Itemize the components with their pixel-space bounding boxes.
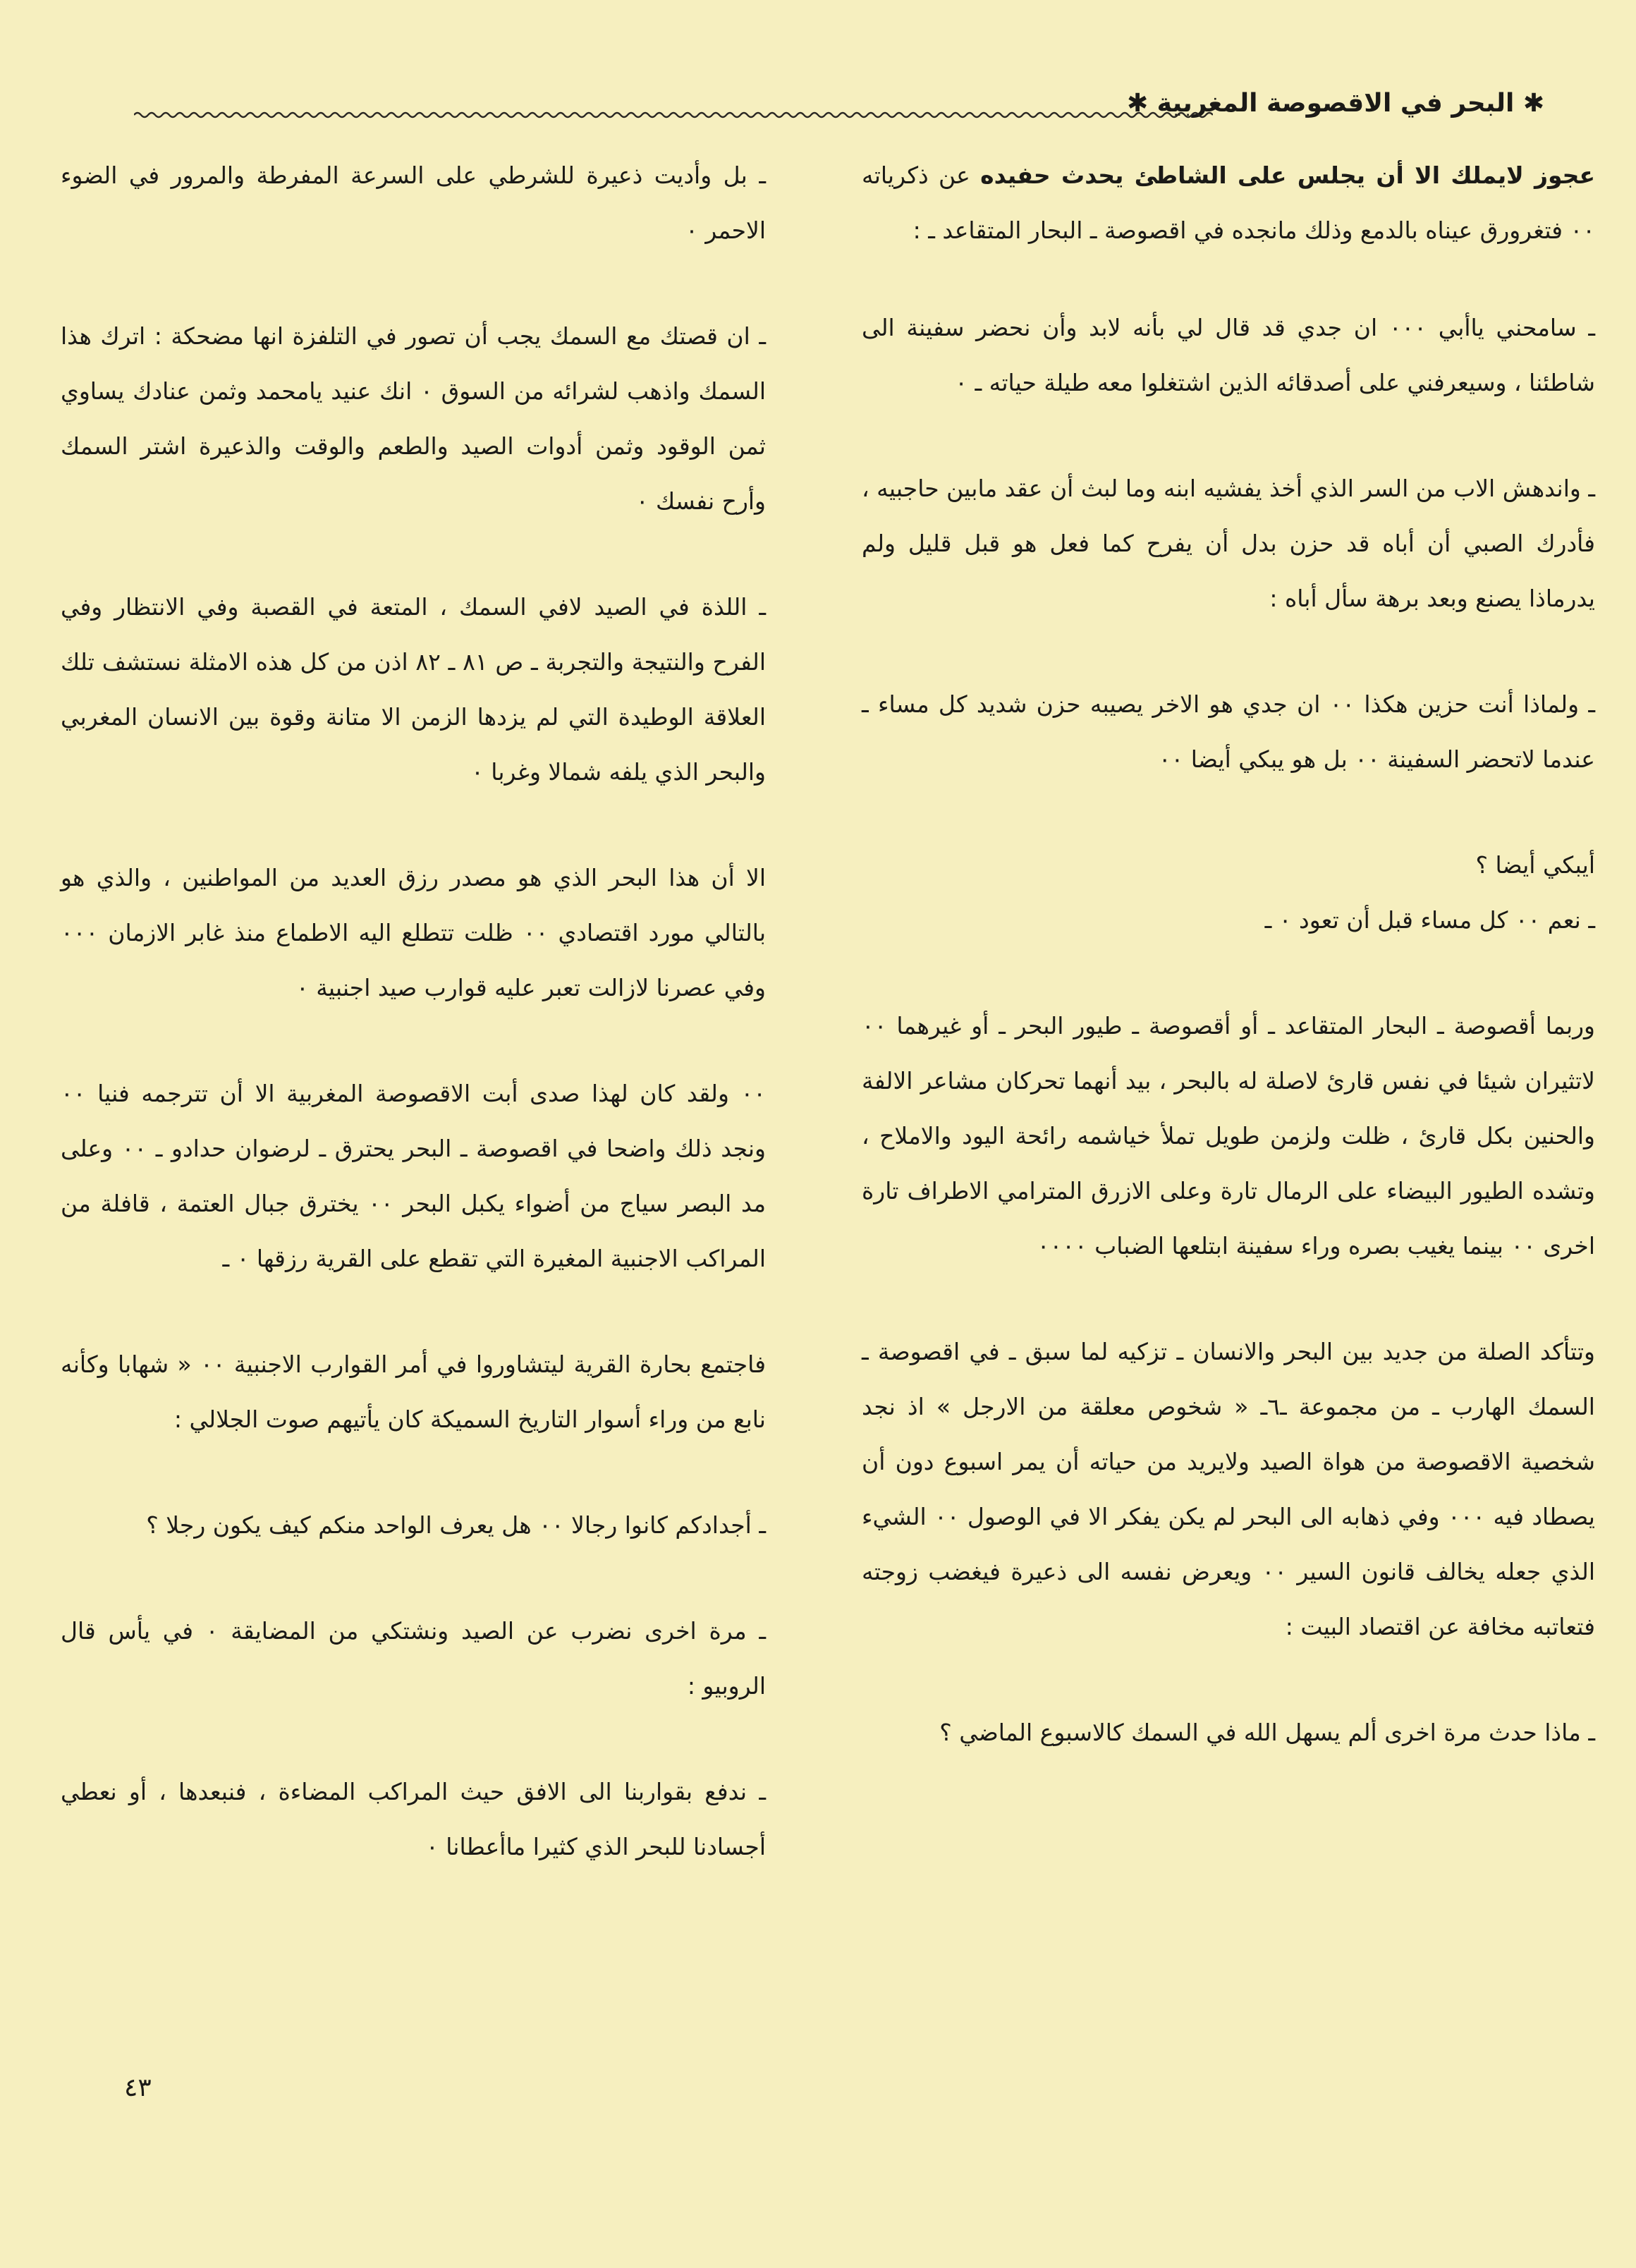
left-column (61, 148, 766, 1925)
paragraph: ـ أجدادكم كانوا رجالا ٠٠ هل يعرف الواحد منكم كيف يكون رجلا ؟ (146, 1511, 766, 1539)
paragraph: ٠٠ ولقد كان لهذا صدى أبت الاقصوصة المغربية الا أن تترجمه فنيا ٠٠ ونجد ذلك واضحا في اقصوصة ـ البحر يحترق ـ لرضوان حدادو ـ ٠٠ وعلى مد البصر سياج من أضواء يكبل البحر ٠٠ يخترق جبال العتمة ، قافلة من المراكب الاجنبية المغيرة التي تقطع على القرية رزقها ٠ ـ (61, 1080, 767, 1272)
paragraph: ـ ان قصتك مع السمك يجب أن تصور في التلفزة انها مضحكة : اترك هذا السمك واذهب لشرائه من السوق ٠ انك عنيد يامحمد وثمن عنادك يساوي ثمن الوقود وثمن أدوات الصيد والطعم والوقت والذعيرة اشتر السمك وأرح نفسك ٠ (61, 322, 766, 515)
page-number: ٤٣ (124, 2073, 152, 2102)
paragraph: ـ ندفع بقواربنا الى الافق حيث المراكب المضاءة ، فنبعدها ، أو نعطي أجسادنا للبحر الذي كثيرا ماأعطانا ٠ (61, 1778, 766, 1860)
paragraph: ـ مرة اخرى نضرب عن الصيد ونشتكي من المضايقة ٠ في يأس قال الروبيو : (61, 1617, 767, 1700)
header-wavy-rule (134, 110, 1213, 120)
paragraph: ـ ماذا حدث مرة اخرى ألم يسهل الله في السمك كالاسبوع الماضي ؟ (939, 1719, 1595, 1746)
paragraph: ـ اللذة في الصيد لافي السمك ، المتعة في القصبة وفي الانتظار وفي الفرح والنتيجة والتجربة ـ ص ٨١ ـ ٨٢ اذن من كل هذه الامثلة نستشف تلك العلاقة الوطيدة التي لم يزدها الزمن الا متانة وقوة بين الانسان المغربي والبحر الذي يلفه شمالا وغربا ٠ (61, 593, 766, 786)
paragraph: فاجتمع بحارة القرية ليتشاوروا في أمر القوارب الاجنبية ٠٠ « شهابا وكأنه نابع من وراء أسوار التاريخ السميكة كان يأتيهم صوت الجلالي : (61, 1351, 766, 1433)
paragraph: ـ واندهش الاب من السر الذي أخذ يفشيه ابنه وما لبث أن عقد مابين حاجبيه ، فأدرك الصبي أن أباه قد حزن بدل أن يفرح كما فعل هو قبل قليل ولم يدرماذا يصنع وبعد برهة سأل أباه : (862, 475, 1595, 612)
paragraph: وتتأكد الصلة من جديد بين البحر والانسان ـ تزكيه لما سبق ـ في اقصوصة ـ السمك الهارب ـ من مجموعة ـ٦ـ « شخوص معلقة من الارجل » اذ نجد شخصية الاقصوصة من هواة الصيد ولايريد من حياته أن يمر اسبوع دون أن يصطاد فيه ٠٠٠ وفي ذهابه الى البحر لم يكن يفكر الا في الوصول ٠٠ الشيء الذي جعله يخالف قانون السير ٠٠ ويعرض نفسه الى ذعيرة فيغضب زوجته فتعاتبه مخافة عن اقتصاد البيت : (862, 1338, 1596, 1640)
paragraph: أيبكي أيضا ؟ (1475, 851, 1595, 879)
right-column (862, 148, 1595, 1811)
paragraph: ـ بل وأديت ذعيرة للشرطي على السرعة المفرطة والمرور في الضوء الاحمر ٠ (61, 161, 766, 244)
paragraph: وربما أقصوصة ـ البحار المتقاعد ـ أو أقصوصة ـ طيور البحر ـ أو غيرهما ٠٠ لاتثيران شيئا في نفس قارئ لاصلة له بالبحر ، بيد أنهما تحركان مشاعر الالفة والحنين بكل قارئ ، ظلت ولزمن طويل تملأ خياشمه رائحة اليود والاملاح ، وتشده الطيور البيضاء على الرمال تارة وعلى الازرق المترامي الاطراف تارة اخرى ٠٠ بينما يغيب بصره وراء سفينة ابتلعها الضباب ٠٠٠٠ (862, 1012, 1595, 1260)
paragraph: ـ نعم ٠٠ كل مساء قبل أن تعود ٠ ـ (1264, 906, 1595, 934)
paragraph: ـ سامحني ياأبي ٠٠٠ ان جدي قد قال لي بأنه لابد وأن نحضر سفينة الى شاطئنا ، وسيعرفني على أصدقائه الذين اشتغلوا معه طيلة حياته ـ ٠ (862, 314, 1595, 396)
running-title: ✱ البحر في الاقصوصة المغربية ✱ (1126, 89, 1544, 118)
paragraph: عجوز لايملك الا أن يجلس على الشاطئ يحدث حفيده عن ذكرياته ٠٠ فتغرورق عيناه بالدمع وذلك مانجده في اقصوصة ـ البحار المتقاعد ـ : (862, 161, 1595, 244)
paragraph: الا أن هذا البحر الذي هو مصدر رزق العديد من المواطنين ، والذي هو بالتالي مورد اقتصادي ٠٠ ظلت تتطلع اليه الاطماع منذ غابر الازمان ٠٠٠ وفي عصرنا لازالت تعبر عليه قوارب صيد اجنبية ٠ (61, 864, 766, 1001)
page-header (134, 83, 1544, 140)
lead-line: عجوز لايملك الا أن يجلس على الشاطئ يحدث حفيده (980, 161, 1595, 189)
paragraph: ـ ولماذا أنت حزين هكذا ٠٠ ان جدي هو الاخر يصيبه حزن شديد كل مساء ـ عندما لاتحضر السفينة ٠٠ بل هو يبكي أيضا ٠٠ (862, 690, 1596, 773)
